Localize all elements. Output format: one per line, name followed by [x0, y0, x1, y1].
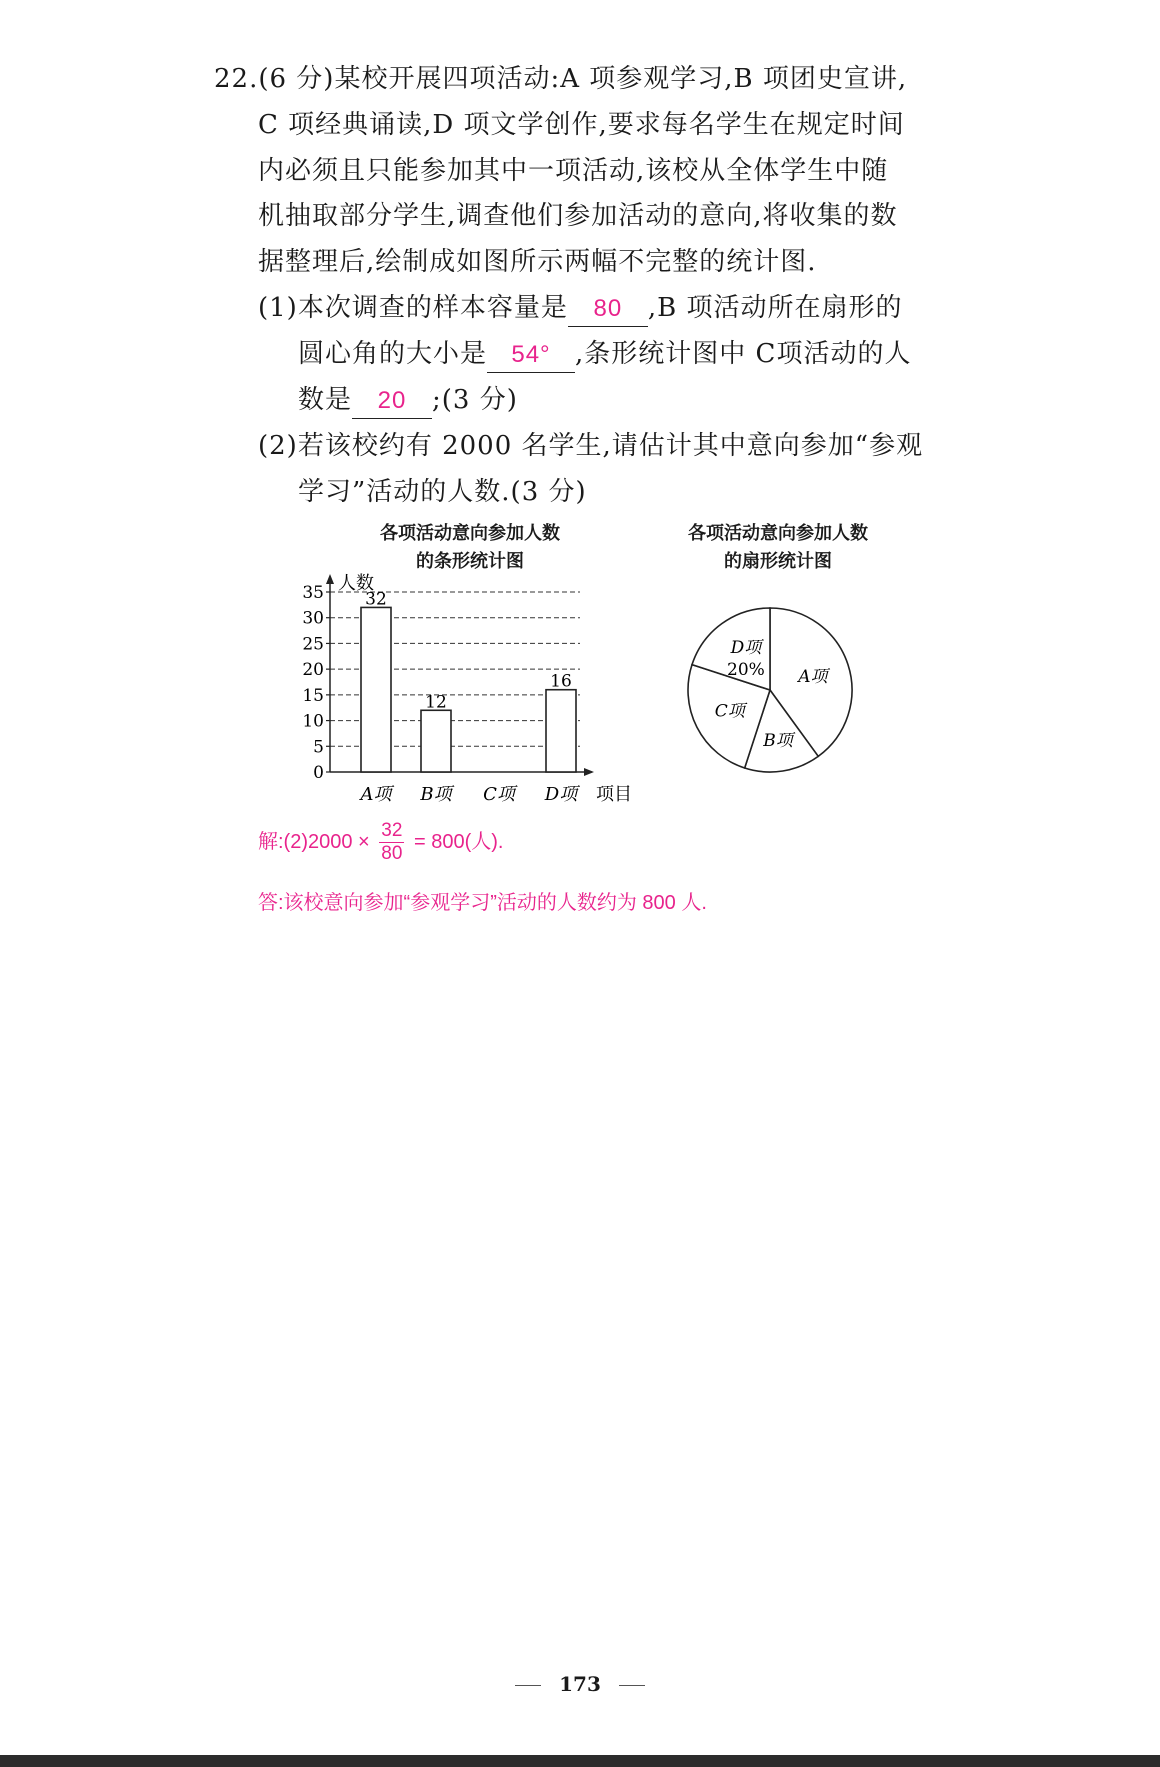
- pie-chart-title-line-2: 的扇形统计图: [724, 551, 832, 572]
- bar-chart-title: [330, 520, 610, 576]
- y-tick-label: 10: [302, 711, 324, 732]
- page-number-dash-left: [515, 1685, 541, 1686]
- y-tick-label: 35: [302, 583, 324, 603]
- bottom-bar: [0, 1755, 1160, 1767]
- page-number-dash-right: [619, 1685, 645, 1686]
- y-tick-label: 0: [313, 763, 324, 783]
- pie-chart: [680, 600, 860, 780]
- y-tick-label: 20: [302, 660, 324, 681]
- x-tick-label: C项: [483, 784, 515, 805]
- y-tick-label: 30: [302, 608, 324, 629]
- bar-B项: [421, 710, 451, 772]
- pie-percent-label: 20%: [727, 659, 765, 680]
- x-tick-label: D项: [544, 784, 578, 805]
- answer-c-count: 20: [352, 384, 432, 419]
- question-line-2: C 项经典诵读,D 项文学创作,要求每名学生在规定时间: [258, 110, 905, 140]
- pie-chart-title: [638, 520, 918, 576]
- x-axis-label: 项目: [596, 784, 632, 805]
- part1-line-3: [298, 383, 518, 419]
- question-line-1: 22.(6 分)某校开展四项活动:A 项参观学习,B 项团史宣讲,: [214, 64, 908, 94]
- part1-text-6: ;(3 分): [432, 385, 518, 415]
- page-number: [0, 1672, 1160, 1696]
- solution-suffix: = 800(人).: [414, 830, 504, 853]
- question-line-4: 机抽取部分学生,调查他们参加活动的意向,将收集的数: [258, 201, 898, 231]
- answer-line: 答:该校意向参加“参观学习”活动的人数约为 800 人.: [258, 892, 707, 914]
- x-axis-arrow: [584, 768, 594, 776]
- solution-prefix: 解:(2)2000 ×: [258, 830, 370, 853]
- pie-label: B项: [763, 731, 793, 752]
- page-number-text: 173: [559, 1672, 601, 1696]
- bar-chart-title-line-1: 各项活动意向参加人数: [380, 523, 560, 544]
- fraction-numerator: 32: [381, 820, 403, 841]
- question-line-5: 据整理后,绘制成如图所示两幅不完整的统计图.: [258, 247, 817, 277]
- y-axis-label: 人数: [338, 573, 374, 594]
- part1-line-1: [258, 291, 902, 327]
- solution-line: [258, 820, 503, 865]
- part1-text-3: 圆心角的大小是: [298, 339, 488, 369]
- y-axis-arrow: [326, 574, 334, 584]
- part1-text-4: ,条形统计图中 C项活动的人: [575, 339, 912, 369]
- part2-line-1: (2)若该校约有 2000 名学生,请估计其中意向参加“参观: [258, 431, 924, 461]
- y-tick-label: 5: [313, 737, 324, 758]
- part1-line-2: [298, 337, 911, 373]
- answer-sample-size: 80: [568, 292, 648, 327]
- answer-angle: 54°: [487, 338, 575, 373]
- pie-label: D项: [730, 637, 762, 658]
- y-tick-label: 25: [302, 634, 324, 655]
- part1-text-5: 数是: [298, 385, 353, 415]
- bar-chart: [280, 570, 650, 810]
- bar-data-label: 12: [425, 692, 447, 713]
- y-tick-label: 15: [302, 685, 324, 706]
- x-tick-label: A项: [360, 784, 392, 805]
- pie-label: A项: [798, 667, 828, 688]
- question-line-3: 内必须且只能参加其中一项活动,该校从全体学生中随: [258, 156, 889, 186]
- pie-chart-title-line-1: 各项活动意向参加人数: [688, 523, 868, 544]
- bar-A项: [361, 607, 391, 772]
- part1-text-1: (1)本次调查的样本容量是: [258, 293, 568, 323]
- bar-data-label: 16: [550, 671, 572, 692]
- part1-text-2: ,B 项活动所在扇形的: [647, 293, 903, 323]
- solution-fraction: [379, 820, 404, 865]
- bar-chart-title-line-2: 的条形统计图: [416, 551, 524, 572]
- x-tick-label: B项: [420, 784, 452, 805]
- part2-line-2: 学习”活动的人数.(3 分): [298, 477, 587, 507]
- pie-label: C项: [714, 701, 745, 722]
- fraction-denominator: 80: [381, 843, 403, 864]
- bar-D项: [546, 690, 576, 772]
- bar-data-label: 32: [365, 589, 387, 610]
